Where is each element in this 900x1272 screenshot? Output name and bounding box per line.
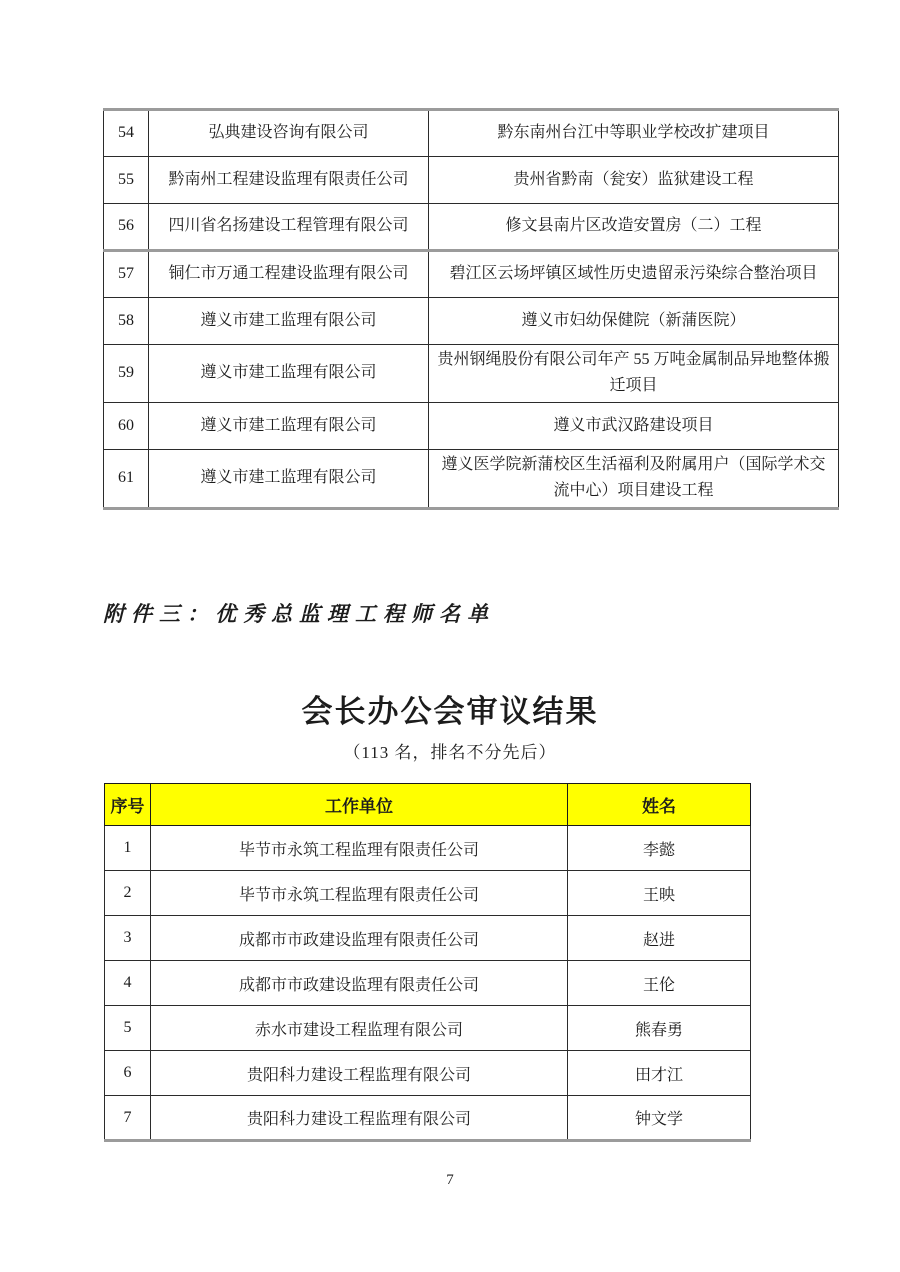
engineer-table-head <box>105 784 751 826</box>
row-number-cell: 57 <box>104 251 149 298</box>
table-row <box>105 826 751 871</box>
work-unit-cell: 毕节市永筑工程监理有限责任公司 <box>151 871 568 916</box>
project-name-cell: 遵义市武汉路建设项目 <box>429 402 839 449</box>
company-name-cell: 遵义市建工监理有限公司 <box>149 449 429 508</box>
work-unit-cell: 赤水市建设工程监理有限公司 <box>151 1006 568 1051</box>
person-name-cell: 赵进 <box>568 916 751 961</box>
row-number-cell: 61 <box>104 449 149 508</box>
table-row <box>105 916 751 961</box>
row-number-cell: 2 <box>105 871 151 916</box>
person-name-cell: 田才江 <box>568 1051 751 1096</box>
company-name-cell: 遵义市建工监理有限公司 <box>149 298 429 345</box>
engineer-table-body <box>105 826 751 1141</box>
engineer-list-table <box>104 783 751 1142</box>
project-name-cell: 贵州省黔南（瓮安）监狱建设工程 <box>429 157 839 204</box>
row-number-cell: 56 <box>104 204 149 251</box>
person-name-cell: 钟文学 <box>568 1096 751 1141</box>
project-name-cell: 碧江区云场坪镇区域性历史遗留汞污染综合整治项目 <box>429 251 839 298</box>
header-cell-unit: 工作单位 <box>151 784 568 826</box>
person-name-cell: 王映 <box>568 871 751 916</box>
project-name-cell: 遵义医学院新蒲校区生活福利及附属用户（国际学术交流中心）项目建设工程 <box>429 449 839 508</box>
company-name-cell: 遵义市建工监理有限公司 <box>149 402 429 449</box>
row-number-cell: 59 <box>104 345 149 403</box>
company-name-cell: 黔南州工程建设监理有限责任公司 <box>149 157 429 204</box>
row-number-cell: 58 <box>104 298 149 345</box>
company-name-cell: 弘典建设咨询有限公司 <box>149 110 429 157</box>
company-name-cell: 铜仁市万通工程建设监理有限公司 <box>149 251 429 298</box>
table-row <box>104 402 839 449</box>
section-subtitle: （113 名，排名不分先后） <box>343 743 557 762</box>
section-title: 会长办公会审议结果 <box>301 694 599 729</box>
project-name-cell: 修文县南片区改造安置房（二）工程 <box>429 204 839 251</box>
work-unit-cell: 成都市市政建设监理有限责任公司 <box>151 961 568 1006</box>
row-number-cell: 6 <box>105 1051 151 1096</box>
person-name-cell: 王伦 <box>568 961 751 1006</box>
project-supervision-table <box>103 108 839 510</box>
table-header-row <box>105 784 751 826</box>
table-row <box>104 251 839 298</box>
table-row <box>105 1051 751 1096</box>
project-name-cell: 黔东南州台江中等职业学校改扩建项目 <box>429 110 839 157</box>
work-unit-cell: 毕节市永筑工程监理有限责任公司 <box>151 826 568 871</box>
row-number-cell: 54 <box>104 110 149 157</box>
row-number-cell: 7 <box>105 1096 151 1141</box>
table-row <box>105 961 751 1006</box>
project-table-body <box>104 110 839 509</box>
row-number-cell: 60 <box>104 402 149 449</box>
table-row <box>104 110 839 157</box>
row-number-cell: 4 <box>105 961 151 1006</box>
company-name-cell: 四川省名扬建设工程管理有限公司 <box>149 204 429 251</box>
table-row <box>104 345 839 403</box>
header-cell-number: 序号 <box>105 784 151 826</box>
attachment-heading: 附件三：优秀总监理工程师名单 <box>103 602 495 626</box>
row-number-cell: 5 <box>105 1006 151 1051</box>
person-name-cell: 熊春勇 <box>568 1006 751 1051</box>
work-unit-cell: 成都市市政建设监理有限责任公司 <box>151 916 568 961</box>
row-number-cell: 1 <box>105 826 151 871</box>
page-number: 7 <box>446 1172 454 1188</box>
table-row <box>104 298 839 345</box>
header-cell-name: 姓名 <box>568 784 751 826</box>
table-row <box>105 871 751 916</box>
table-row <box>105 1096 751 1141</box>
table-row <box>105 1006 751 1051</box>
row-number-cell: 3 <box>105 916 151 961</box>
project-name-cell: 遵义市妇幼保健院（新蒲医院） <box>429 298 839 345</box>
work-unit-cell: 贵阳科力建设工程监理有限公司 <box>151 1096 568 1141</box>
company-name-cell: 遵义市建工监理有限公司 <box>149 345 429 403</box>
table-row <box>104 204 839 251</box>
row-number-cell: 55 <box>104 157 149 204</box>
table-row <box>104 449 839 508</box>
work-unit-cell: 贵阳科力建设工程监理有限公司 <box>151 1051 568 1096</box>
table-row <box>104 157 839 204</box>
person-name-cell: 李懿 <box>568 826 751 871</box>
project-name-cell: 贵州钢绳股份有限公司年产 55 万吨金属制品异地整体搬迁项目 <box>429 345 839 403</box>
